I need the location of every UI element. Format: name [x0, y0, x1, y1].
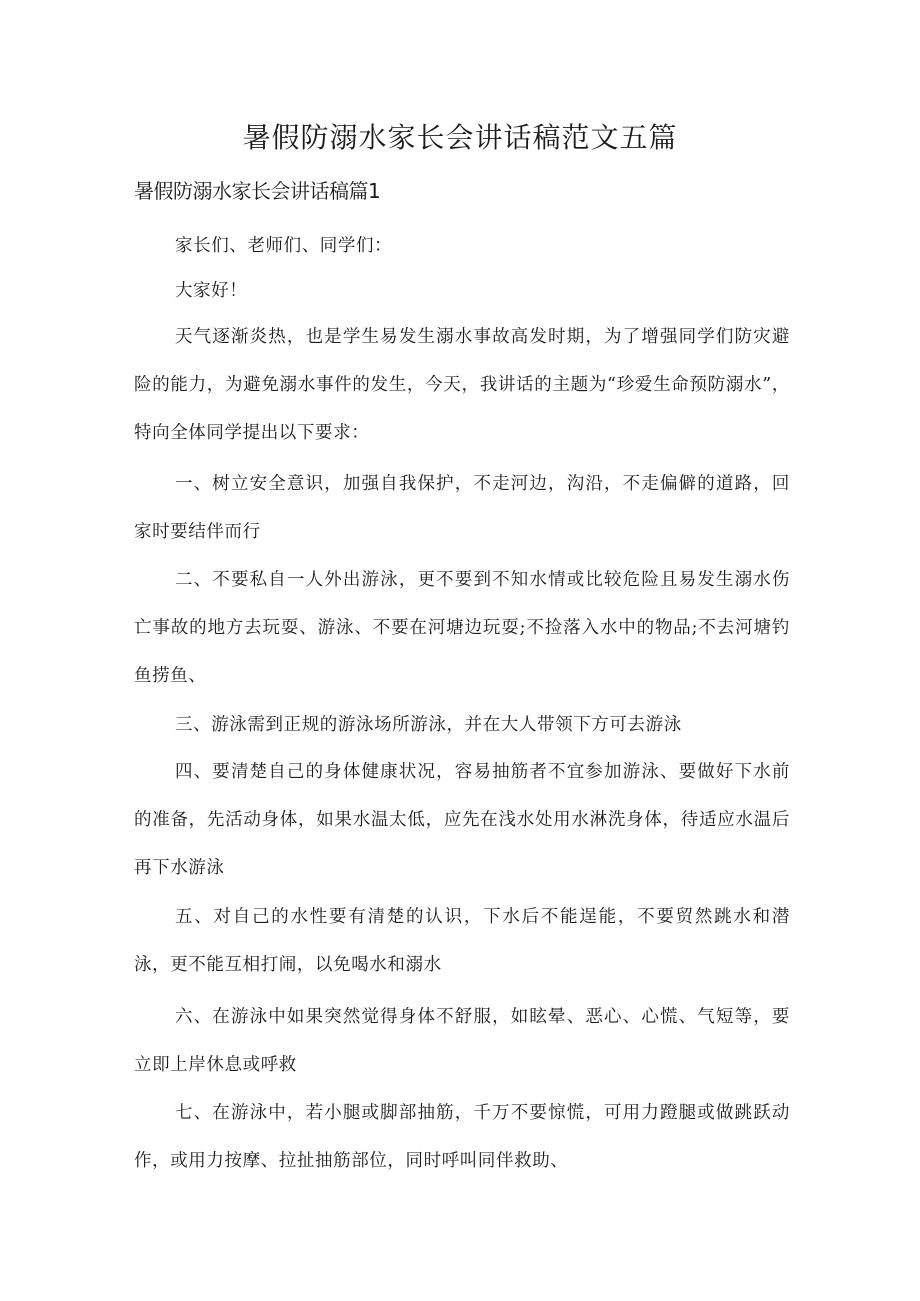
paragraph-item-7: 七、在游泳中，若小腿或脚部抽筋，千万不要惊慌，可用力蹬腿或做跳跃动作，或用力按摩、拉扯抽筋部位，同时呼叫同伴救助、 [134, 1103, 790, 1171]
paragraph-item-1: 一、树立安全意识，加强自我保护，不走河边，沟沿，不走偏僻的道路，回家时要结伴而行 [134, 474, 790, 542]
paragraph-item-3: 三、游泳需到正规的游泳场所游泳，并在大人带领下方可去游泳 [175, 715, 682, 735]
paragraph-item-5: 五、对自己的水性要有清楚的认识，下水后不能逞能，不要贸然跳水和潜泳，更不能互相打闹，以免喝水和溺水 [134, 907, 790, 975]
section-heading: 暑假防溺水家长会讲话稿篇1 [134, 179, 381, 203]
paragraph-hello: 大家好！ [175, 281, 248, 301]
paragraph-item-4: 四、要清楚自己的身体健康状况，容易抽筋者不宜参加游泳、要做好下水前的准备，先活动身体，如果水温太低，应先在浅水处用水淋洗身体，待适应水温后再下水游泳 [134, 762, 790, 878]
paragraph-greeting: 家长们、老师们、同学们： [175, 236, 393, 256]
paragraph-item-6: 六、在游泳中如果突然觉得身体不舒服，如眩晕、恶心、心慌、气短等，要立即上岸休息或呼救 [134, 1007, 790, 1075]
paragraph-intro: 天气逐渐炎热，也是学生易发生溺水事故高发时期，为了增强同学们防灾避险的能力，为避免溺水事件的发生，今天，我讲话的主题为“珍爱生命预防溺水”，特向全体同学提出以下要求： [134, 327, 790, 443]
document-title: 暑假防溺水家长会讲话稿范文五篇 [242, 121, 678, 154]
paragraph-item-2: 二、不要私自一人外出游泳，更不要到不知水情或比较危险且易发生溺水伤亡事故的地方去玩耍、游泳、不要在河塘边玩耍;不捡落入水中的物品;不去河塘钓鱼捞鱼、 [134, 570, 790, 686]
